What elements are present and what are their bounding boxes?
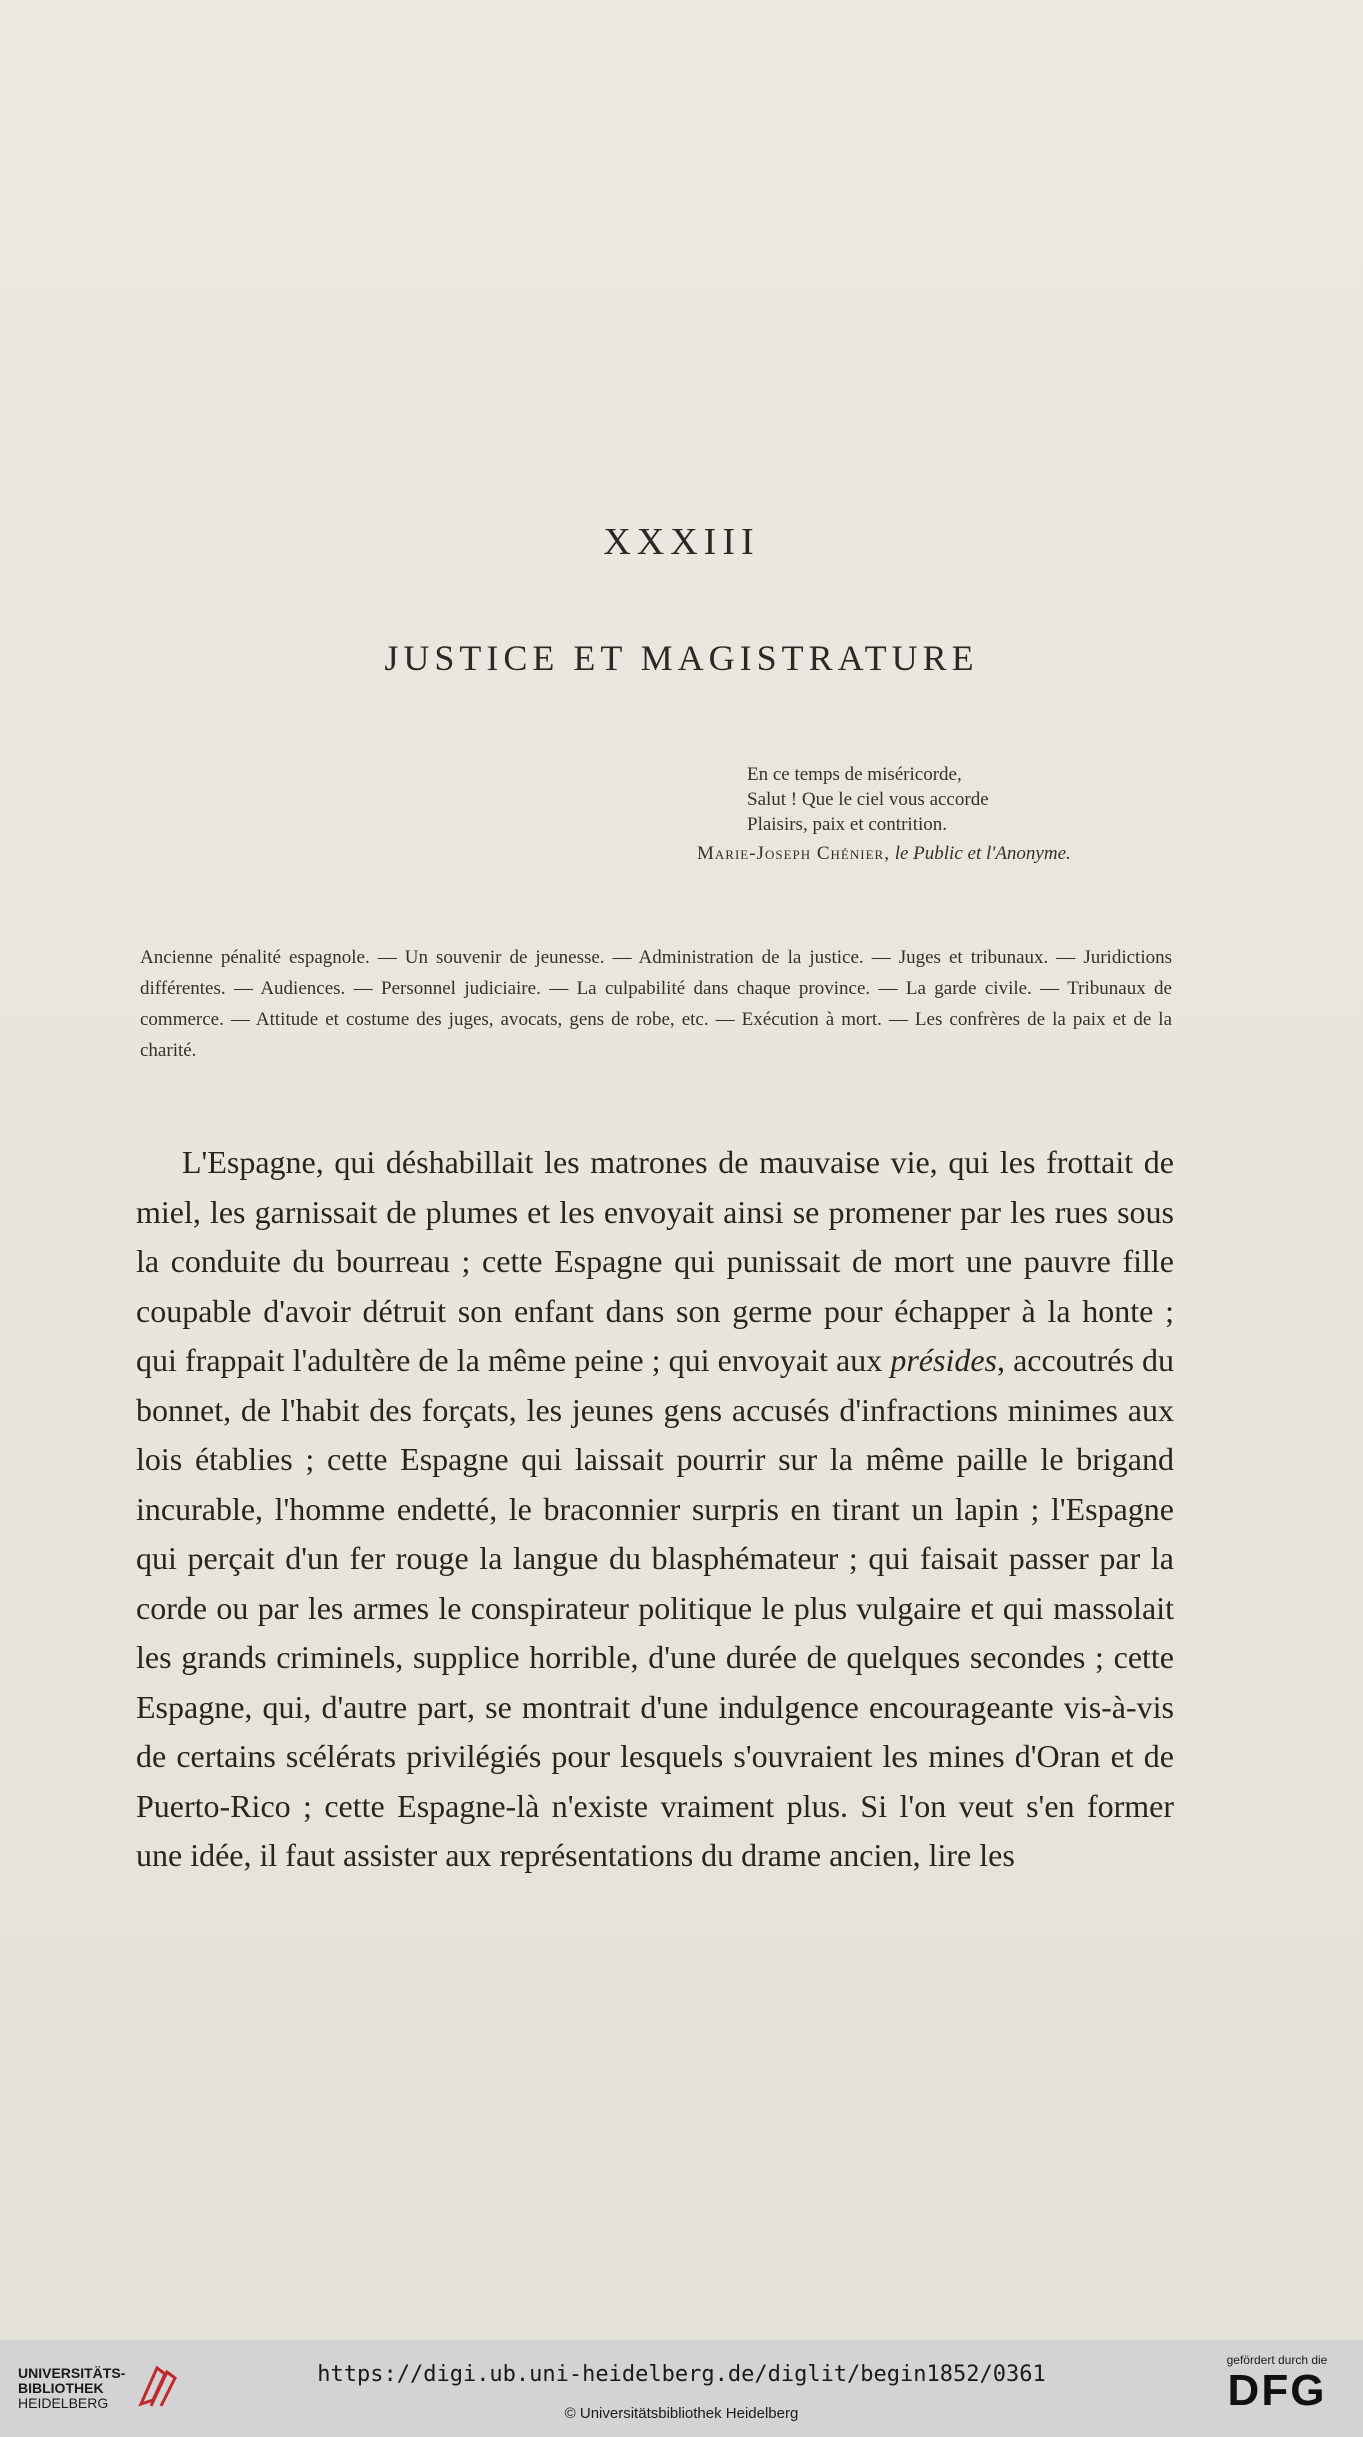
body-text-part: , accoutrés du bonnet, de l'habit des forçats, les jeunes gens accusés d'infractions minimes aux lois établies ; cette Espagne qui laissait pourrir sur la même paille le brigand incurable, l'homme endetté, le braconnier surpris en tirant un lapin ; l'Espagne qui perçait d'un fer rouge la langue du blasphémateur ; qui faisait passer par la corde ou par les armes le conspirateur politique le plus vulgaire et qui massolait les grands criminels, supplice horrible, d'une durée de quelques secondes ; cette Espagne, qui, d'autre part, se montrait d'une indulgence encourageante vis-à-vis de certains scélérats privilégiés pour lesquels s'ouvraient les mines d'Oran et de Puerto-Rico ; cette Espagne-là n'existe vraiment plus. Si l'on veut s'en former une idée, il faut assister aux représentations du drame ancien, lire les [136, 1342, 1175, 1873]
library-name-line: UNIVERSITÄTS- [18, 2365, 126, 2381]
funder-logo[interactable] [1207, 2353, 1347, 2415]
dfg-logo: DFG [1227, 2366, 1327, 2415]
chapter-title: JUSTICE ET MAGISTRATURE [384, 638, 979, 678]
epigraph-line: Salut ! Que le ciel vous accorde [747, 789, 989, 810]
funder-caption: gefördert durch die [1226, 2353, 1328, 2367]
epigraph-line: Plaisirs, paix et contrition. [747, 814, 948, 835]
library-name-line: HEIDELBERG [18, 2395, 109, 2411]
copyright-notice: © Universitätsbibliothek Heidelberg [564, 2405, 799, 2422]
epigraph-attribution [697, 843, 1071, 865]
permalink-url[interactable]: https://digi.ub.uni-heidelberg.de/diglit/begin1852/0361 [317, 2362, 1046, 2387]
epigraph-line: En ce temps de miséricorde, [747, 764, 962, 785]
library-name-line: BIBLIOTHEK [18, 2380, 104, 2396]
body-text [136, 1138, 1174, 1881]
body-text-italic: présides [890, 1342, 997, 1378]
epigraph-author: Marie-Joseph Chénier, [697, 843, 890, 864]
footer-bar [0, 2340, 1363, 2437]
chapter-summary: Ancienne pénalité espagnole. — Un souvenir de jeunesse. — Administration de la justice. — Juges et tribunaux. — Juridictions différentes. — Audiences. — Personnel judiciaire. — La culpabilité dans chaque province. — La garde civile. — Tribunaux de commerce. — Attitude et costume des juges, avocats, gens de robe, etc. — Exécution à mort. — Les confrères de la paix et de la charité. [140, 947, 1172, 1061]
chapter-number: XXXIII [603, 521, 760, 563]
epigraph-work: le Public et l'Anonyme. [894, 843, 1071, 864]
epigraph [747, 762, 989, 837]
body-text-part: L'Espagne, qui déshabillait les matrones de mauvaise vie, qui les frottait de miel, les garnissait de plumes et les envoyait ainsi se promener par les rues sous la conduite du bourreau ; cette Espagne qui punissait de mort une pauvre fille coupable d'avoir détruit son enfant dans son germe pour échapper à la honte ; qui frappait l'adultère de la même peine ; qui envoyait aux [136, 1144, 1174, 1378]
